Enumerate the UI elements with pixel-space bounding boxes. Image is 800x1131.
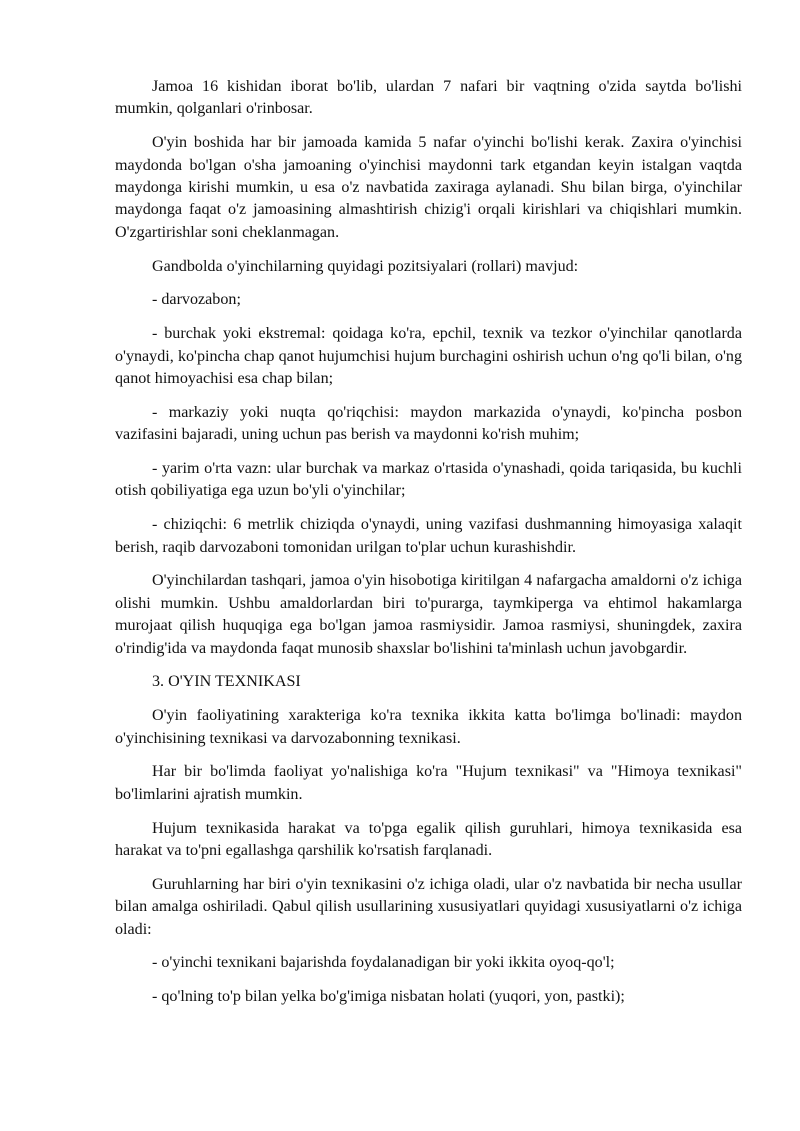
paragraph-technique-sections: O'yin faoliyatining xarakteriga ko'ra texnika ikkita katta bo'limga bo'linadi: maydon o'yinchisining texnikasi va darvozabonning texnikasi. bbox=[115, 707, 742, 747]
list-item-pivot: - chiziqchi: 6 metrlik chiziqda o'ynaydi, uning vazifasi dushmanning himoyasiga xalaqit berish, raqib darvozaboni tomonidan urilgan to'plar uchun kurashishdir. bbox=[115, 516, 742, 556]
paragraph-technique-groups: Hujum texnikasida harakat va to'pga egalik qilish guruhlari, himoya texnikasida esa harakat va to'pni egallashga qarshilik ko'rsatish farqlanadi. bbox=[115, 819, 742, 860]
list-item-back: - yarim o'rta vazn: ular burchak va markaz o'rtasida o'ynashadi, qoida tariqasida, bu kuchli otish qobiliyatiga ega uzun bo'yli o'yinchilar; bbox=[115, 460, 742, 500]
list-item-goalkeeper: - darvozabon; bbox=[152, 291, 241, 309]
list-item-limbs: - o'yinchi texnikani bajarishda foydalanadigan bir yoki ikkita oyoq-qo'l; bbox=[152, 954, 615, 972]
paragraph-positions-intro: Gandbolda o'yinchilarning quyidagi pozitsiyalari (rollari) mavjud: bbox=[152, 257, 579, 275]
paragraph-team-size: Jamoa 16 kishidan iborat bo'lib, ulardan 7 nafari bir vaqtning o'zida saytda bo'lishi mumkin, qolganlari o'rinbosar. bbox=[115, 78, 742, 118]
list-item-hand-position: - qo'lning to'p bilan yelka bo'g'imiga nisbatan holati (yuqori, yon, pastki); bbox=[152, 988, 625, 1006]
document-page bbox=[115, 76, 742, 1020]
list-item-wing: - burchak yoki ekstremal: qoidaga ko'ra, epchil, texnik va tezkor o'yinchilar qanotlarda o'ynaydi, ko'pincha chap qanot hujumchisi hujum burchagini oshirish uchun o'ng qo'li bilan, o'ng qanot himoyachisi esa chap bilan; bbox=[115, 325, 742, 388]
section-heading: 3. O'YIN TEXNIKASI bbox=[152, 673, 301, 691]
paragraph-attack-defense: Har bir bo'limda faoliyat yo'nalishiga ko'ra "Hujum texnikasi" va "Himoya texnikasi" bo'limlarini ajratish mumkin. bbox=[115, 763, 742, 803]
list-item-center-back: - markaziy yoki nuqta qo'riqchisi: maydon markazida o'ynaydi, ko'pincha posbon vazifasini bajaradi, uning uchun pas berish va maydonni ko'rish muhim; bbox=[115, 403, 742, 444]
paragraph-officials: O'yinchilardan tashqari, jamoa o'yin hisobotiga kiritilgan 4 nafargacha amaldorni o'z ichiga olishi mumkin. Ushbu amaldorlardan biri to'purarga, taymkiperga va ehtimol hakamlarga murojaat qilish huquqiga ega bo'lgan jamoa rasmiysidir. Jamoa rasmiysi, shuningdek, zaxira o'rindig'ida va maydonda faqat munosib shaxslar bo'lishini ta'minlash uchun javobgardir. bbox=[115, 572, 742, 657]
paragraph-methods: Guruhlarning har biri o'yin texnikasini o'z ichiga oladi, ular o'z navbatida bir necha usullar bilan amalga oshiriladi. Qabul qilish usullarining xususiyatlari quyidagi xususiyatlarni o'z ichiga oladi: bbox=[115, 875, 742, 938]
paragraph-substitutions: O'yin boshida har bir jamoada kamida 5 nafar o'yinchi bo'lishi kerak. Zaxira o'yinchisi maydonda bo'lgan o'sha jamoaning o'yinchisi maydonni tark etgandan keyin istalgan vaqtda maydonga kirishi mumkin, u esa o'z navbatida zaxiraga aylanadi. Shu bilan birga, o'yinchilar maydonga faqat o'z jamoasining almashtirish chizig'i orqali kirishlari va chiqishlari mumkin. O'zgartirishlar soni cheklanmagan. bbox=[115, 134, 742, 241]
